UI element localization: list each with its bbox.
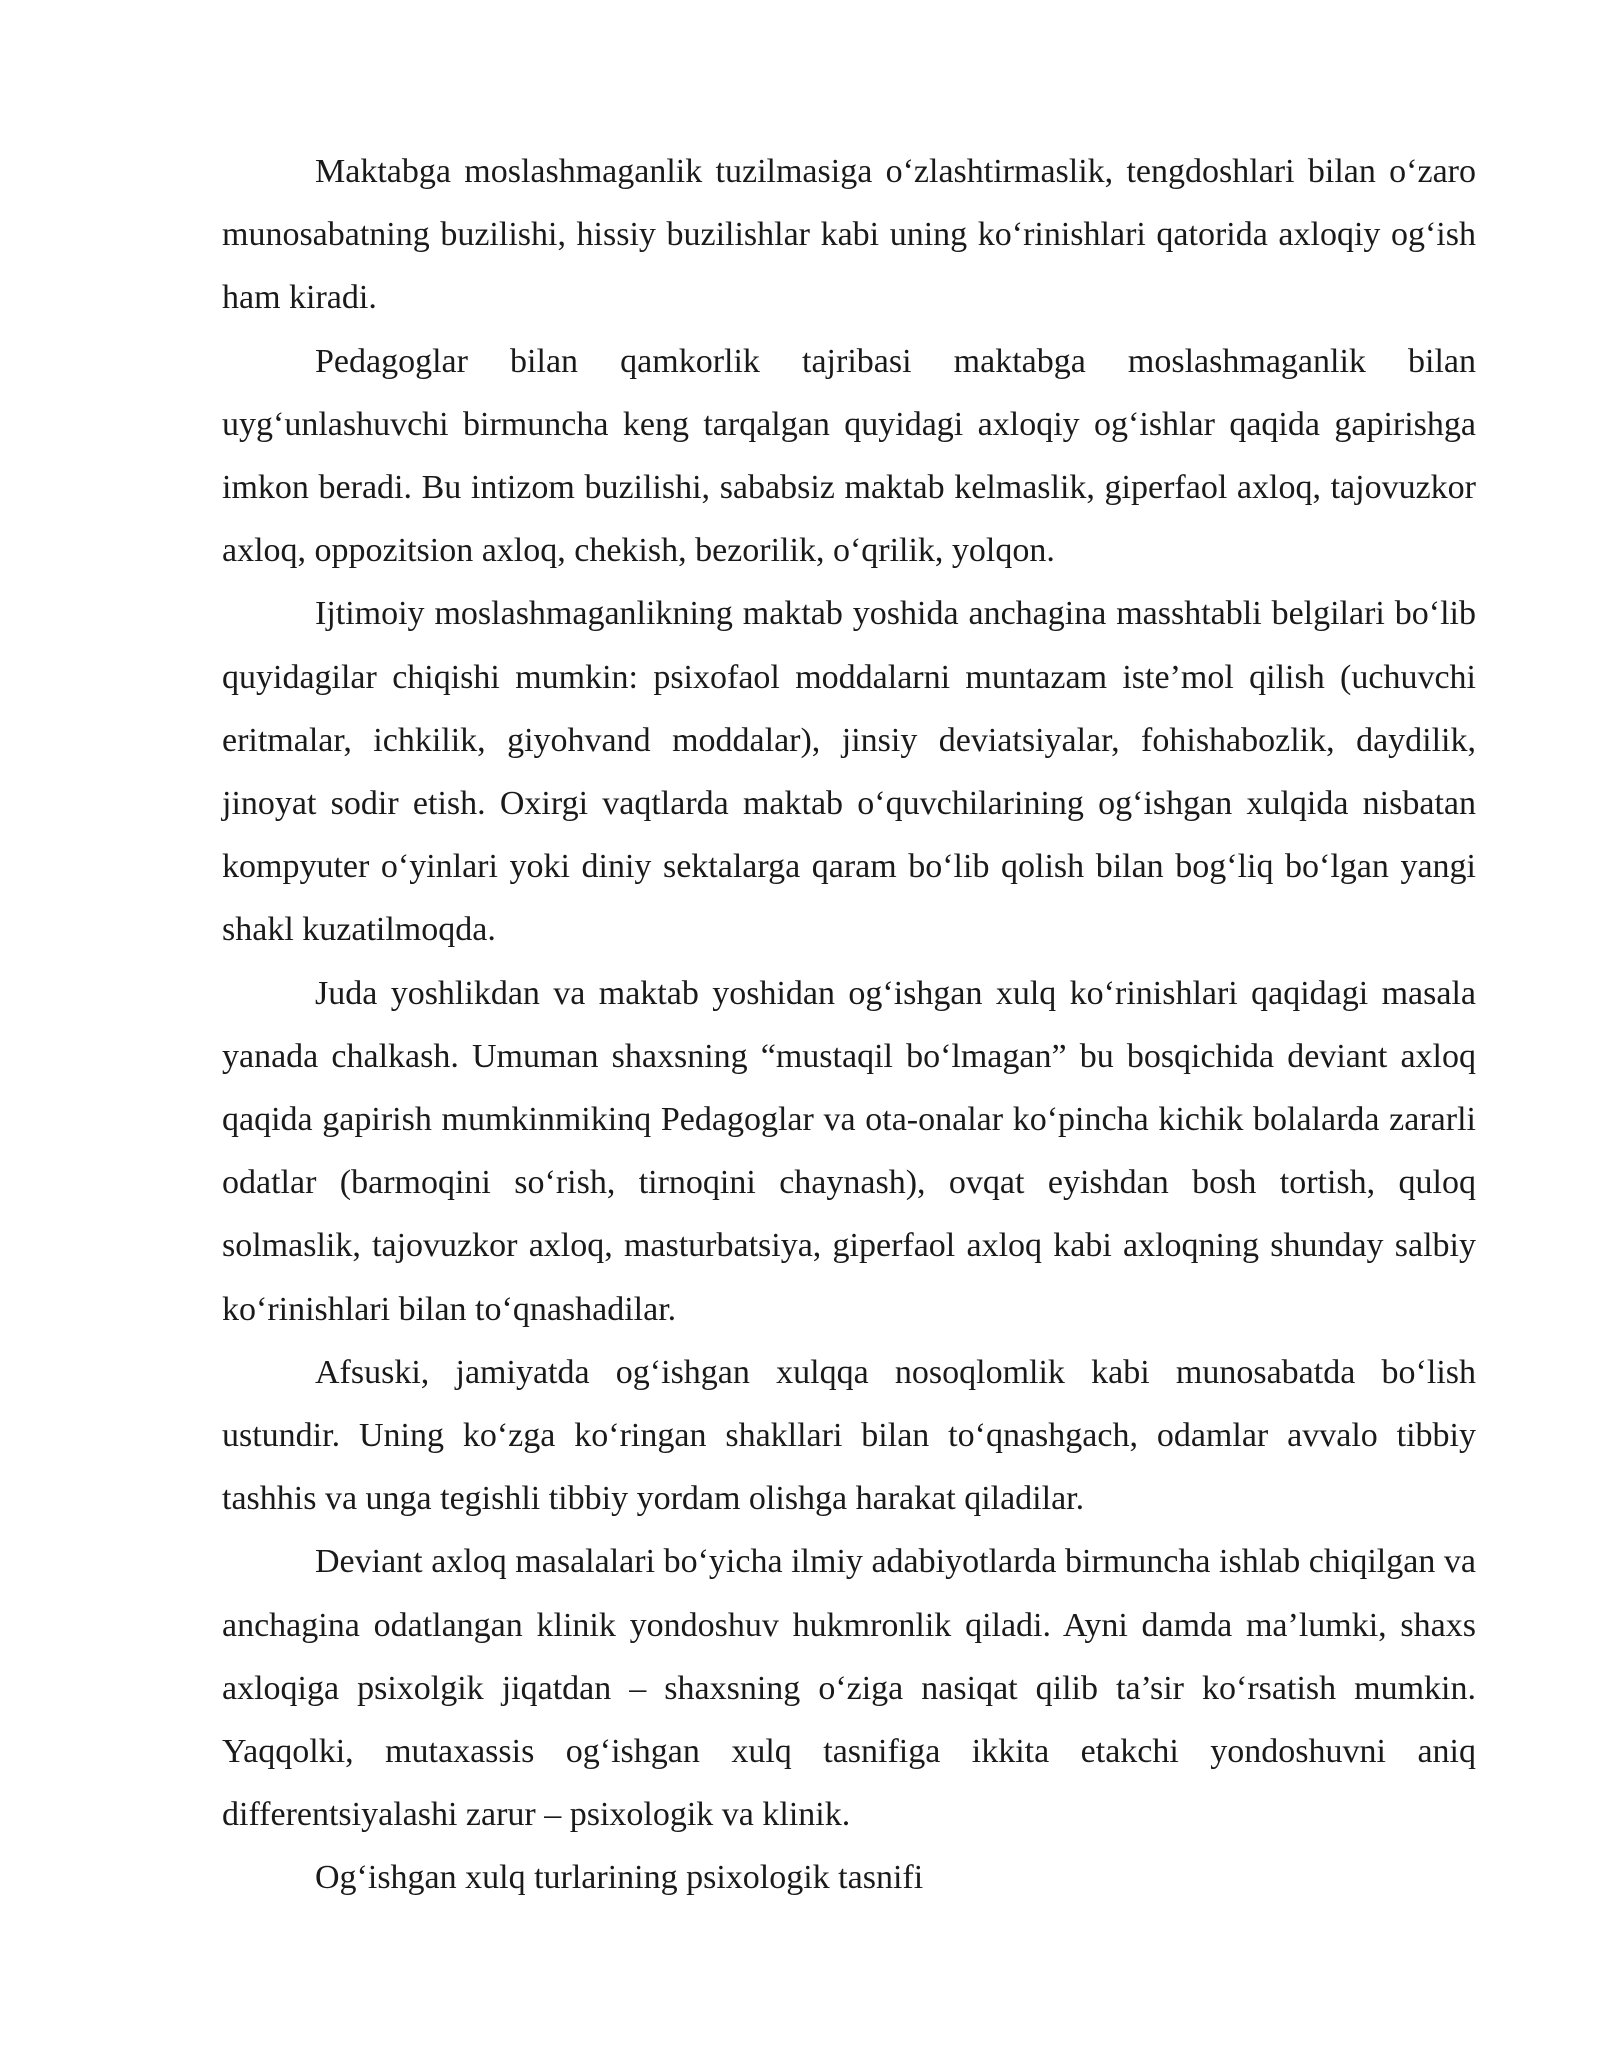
paragraph: Ijtimoiy moslashmaganlikning maktab yoshida anchagina masshtabli belgilari bo‘lib quyidagilar chiqishi mumkin: psixofaol moddalarni muntazam iste’mol qilish (uchuvchi eritmalar, ichkilik, giyohvand moddalar), jinsiy deviatsiyalar, fohishabozlik, daydilik, jinoyat sodir etish. Oxirgi vaqtlarda maktab o‘quvchilarining og‘ishgan xulqida nisbatan kompyuter o‘yinlari yoki diniy sektalarga qaram bo‘lib qolish bilan bog‘liq bo‘lgan yangi shakl kuzatilmoqda. [222, 595, 1476, 949]
paragraph: Pedagoglar bilan qamkorlik tajribasi maktabga moslashmaganlik bilan uyg‘unlashuvchi birmuncha keng tarqalgan quyidagi axloqiy og‘ishlar qaqida gapirishga imkon beradi. Bu intizom buzilishi, sababsiz maktab kelmaslik, giperfaol axloq, tajovuzkor axloq, oppozitsion axloq, chekish, bezorilik, o‘qrilik, yolqon. [222, 342, 1476, 570]
paragraph: Deviant axloq masalalari bo‘yicha ilmiy adabiyotlarda birmuncha ishlab chiqilgan va anchagina odatlangan klinik yondoshuv hukmronlik qiladi. Ayni damda ma’lumki, shaxs axloqiga psixolgik jiqatdan – shaxsning o‘ziga nasiqat qilib ta’sir ko‘rsatish mumkin. Yaqqolki, mutaxassis og‘ishgan xulq tasnifiga ikkita etakchi yondoshuvni aniq differentsiyalashi zarur – psixologik va klinik. [222, 1543, 1476, 1834]
paragraph: Juda yoshlikdan va maktab yoshidan og‘ishgan xulq ko‘rinishlari qaqidagi masala yanada chalkash. Umuman shaxsning “mustaqil bo‘lmagan” bu bosqichida deviant axloq qaqida gapirish mumkinmikinq Pedagoglar va ota-onalar ko‘pincha kichik bolalarda zararli odatlar (barmoqini so‘rish, tirnoqini chaynash), ovqat eyishdan bosh tortish, quloq solmaslik, tajovuzkor axloq, masturbatsiya, giperfaol axloq kabi axloqning shunday salbiy ko‘rinishlari bilan to‘qnashadilar. [222, 974, 1476, 1328]
paragraph: Maktabga moslashmaganlik tuzilmasiga o‘zlashtirmaslik, tengdoshlari bilan o‘zaro munosabatning buzilishi, hissiy buzilishlar kabi uning ko‘rinishlari qatorida axloqiy og‘ish ham kiradi. [222, 153, 1476, 317]
paragraph: Afsuski, jamiyatda og‘ishgan xulqqa nosoqlomlik kabi munosabatda bo‘lish ustundir. Uning ko‘zga ko‘ringan shakllari bilan to‘qnashgach, odamlar avvalo tibbiy tashhis va unga tegishli tibbiy yordam olishga harakat qiladilar. [222, 1353, 1476, 1518]
section-heading: Og‘ishgan xulq turlarining psixologik tasnifi [315, 1859, 924, 1897]
document-page [222, 140, 1476, 1910]
